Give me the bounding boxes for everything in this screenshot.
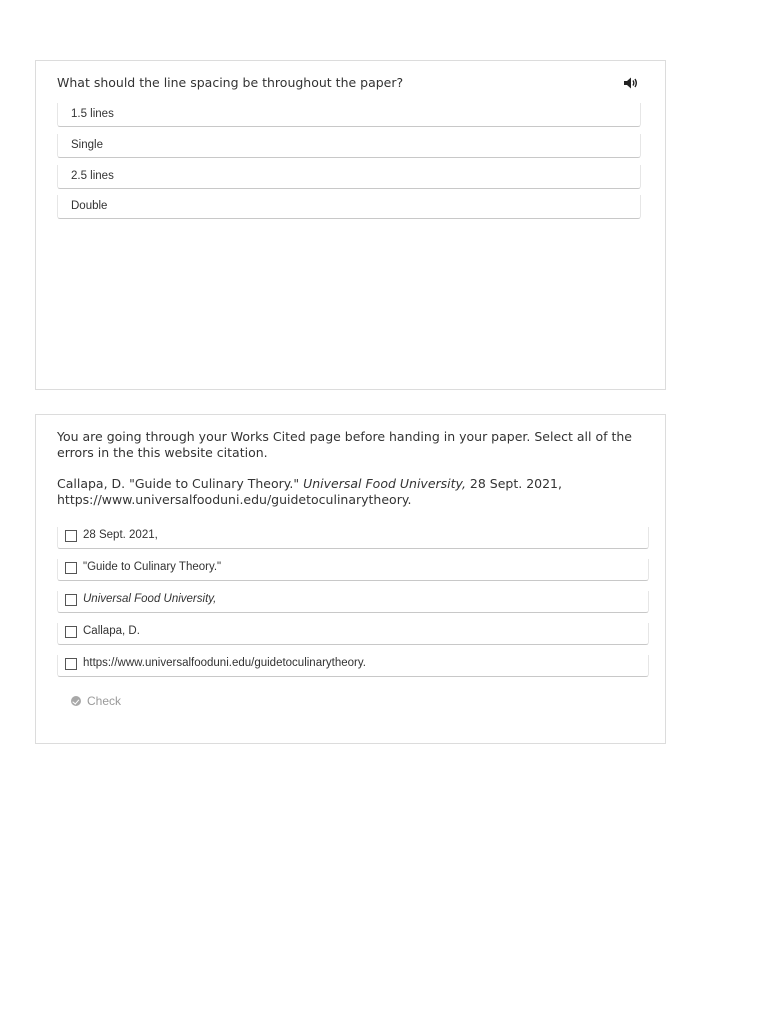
checkbox[interactable] [65,626,77,638]
citation-author-title: Callapa, D. "Guide to Culinary Theory." [57,476,304,491]
checkbox-option[interactable] [57,527,649,549]
answer-option-label: Double [71,200,108,212]
checkbox-option[interactable] [57,623,649,645]
checkbox-option-label: Universal Food University, [83,593,217,605]
checkbox[interactable] [65,562,77,574]
checkbox-option-label: https://www.universalfooduni.edu/guidetoculinarytheory. [83,657,366,669]
answer-option[interactable] [57,134,641,158]
answer-option-label: 2.5 lines [71,170,114,182]
answer-option-label: Single [71,139,103,151]
question-card-citation-errors [35,414,666,744]
answer-option[interactable] [57,103,641,127]
checkbox-option[interactable] [57,559,649,581]
question-prompt: You are going through your Works Cited page before handing in your paper. Select all of the errors in the this website citation. [57,429,632,460]
answer-option[interactable] [57,165,641,189]
question-card-line-spacing [35,60,666,390]
checkbox[interactable] [65,594,77,606]
citation-publisher: Universal Food University, [303,476,466,491]
check-button-label: Check [87,694,122,708]
checkbox-option-label: 28 Sept. 2021, [83,529,158,541]
checkbox[interactable] [65,530,77,542]
checkbox-option-label: Callapa, D. [83,625,140,637]
answer-option[interactable] [57,195,641,219]
citation-text [57,476,647,508]
check-button[interactable] [71,694,121,710]
checkbox-option[interactable] [57,591,649,613]
check-circle-icon [71,696,81,706]
checkbox[interactable] [65,658,77,670]
checkbox-option[interactable] [57,655,649,677]
speaker-icon[interactable] [623,75,639,89]
citation-date-url: 28 Sept. 2021, https://www.universalfooduni.edu/guidetoculinarytheory. [57,476,562,507]
checkbox-option-label: "Guide to Culinary Theory." [83,561,222,573]
question-prompt: What should the line spacing be throughout the paper? [57,75,404,90]
answer-option-label: 1.5 lines [71,108,114,120]
